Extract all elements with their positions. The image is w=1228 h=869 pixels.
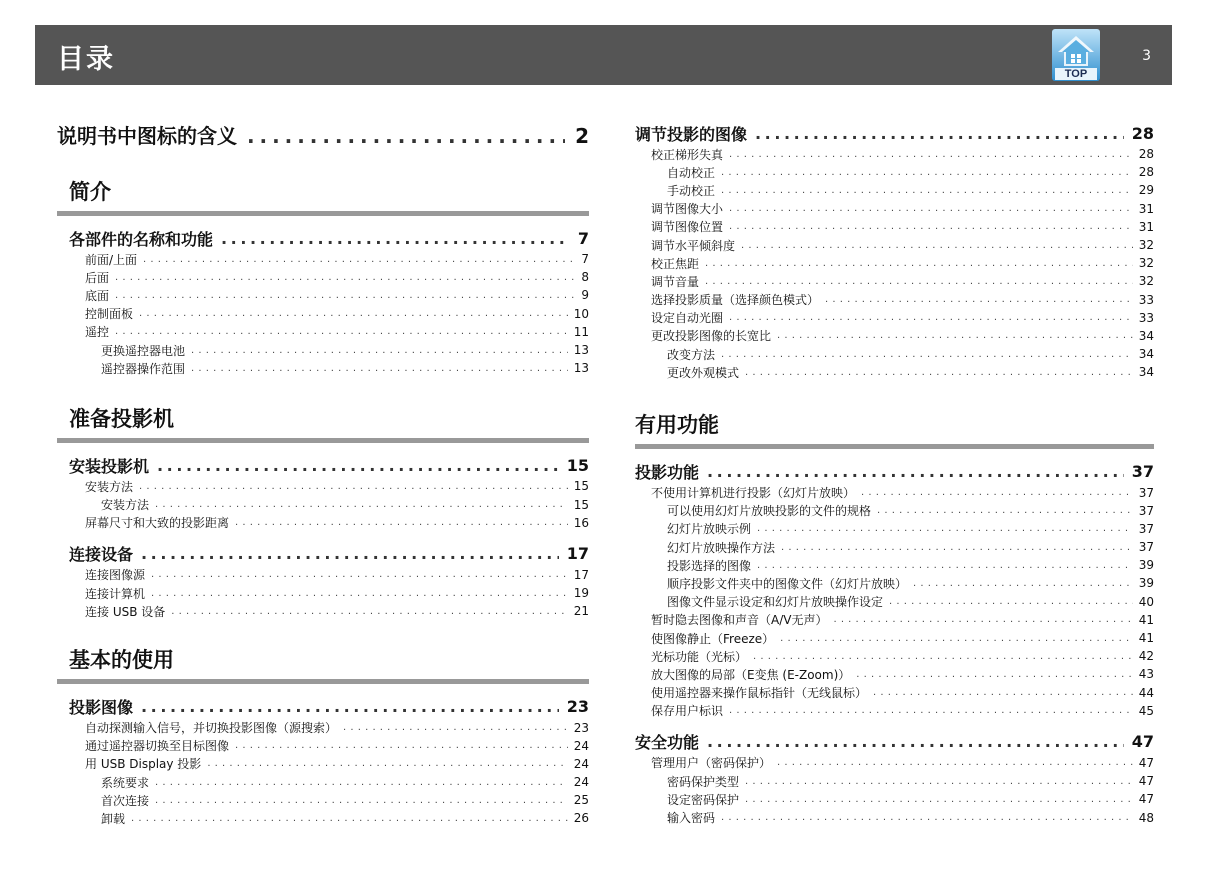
entry-page: 15 — [573, 497, 589, 512]
toc-entry[interactable] — [69, 737, 589, 755]
entry-page: 39 — [1138, 558, 1154, 573]
entry-page: 32 — [1138, 274, 1154, 289]
entry-page: 37 — [1138, 521, 1154, 536]
section-heading: 准备投影机 — [57, 403, 589, 443]
dot-leader — [781, 542, 1133, 553]
toc-entry[interactable] — [69, 791, 589, 809]
toc-right-column — [635, 120, 1154, 827]
entry-page: 31 — [1138, 219, 1154, 234]
dot-leader — [873, 687, 1133, 698]
entry-page: 47 — [1138, 755, 1154, 770]
entry-page: 17 — [573, 567, 589, 582]
entry-label: 调节水平倾斜度 — [651, 238, 736, 253]
toc-entry[interactable] — [69, 286, 589, 304]
toc-entry[interactable] — [69, 514, 589, 532]
entry-label: 安装投影机 — [69, 456, 150, 476]
entry-page: 34 — [1138, 347, 1154, 362]
dot-leader — [721, 349, 1133, 360]
page-number: 3 — [1142, 48, 1151, 64]
dot-leader — [707, 462, 1124, 481]
dot-leader — [141, 544, 559, 563]
toc-entry[interactable] — [69, 341, 589, 359]
toc-group-heading[interactable] — [69, 226, 589, 250]
entry-label: 改变方法 — [667, 347, 716, 362]
entry-label: 暂时隐去图像和声音（A/V无声） — [651, 613, 828, 628]
toc-entry[interactable] — [635, 574, 1154, 592]
page-title: 目录 — [57, 44, 115, 75]
entry-label: 调节图像大小 — [651, 202, 724, 217]
toc-entry[interactable] — [69, 305, 589, 323]
dot-leader — [777, 757, 1133, 768]
entry-label: 说明书中图标的含义 — [57, 124, 237, 148]
entry-page: 25 — [573, 793, 589, 808]
toc-entry[interactable] — [69, 773, 589, 791]
toc-entry[interactable] — [635, 772, 1154, 790]
entry-label: 用 USB Display 投影 — [85, 757, 202, 772]
dot-leader — [157, 456, 559, 475]
dot-leader — [729, 149, 1133, 160]
toc-entry[interactable] — [635, 145, 1154, 163]
entry-page: 34 — [1138, 365, 1154, 380]
page-header — [35, 25, 1172, 85]
entry-page: 24 — [573, 775, 589, 790]
dot-leader — [721, 167, 1133, 178]
dot-leader — [753, 651, 1133, 662]
entry-page: 43 — [1138, 667, 1154, 682]
entry-page: 8 — [581, 270, 589, 285]
dot-leader — [171, 606, 567, 617]
toc-entry[interactable] — [635, 502, 1154, 520]
dot-leader — [191, 363, 568, 374]
entry-page: 15 — [573, 479, 589, 494]
entry-page: 47 — [1131, 732, 1154, 752]
entry-label: 屏幕尺寸和大致的投影距离 — [85, 516, 230, 531]
entry-page: 9 — [581, 288, 589, 303]
toc-entry[interactable] — [635, 538, 1154, 556]
dot-leader — [729, 203, 1133, 214]
dot-leader — [729, 221, 1133, 232]
dot-leader — [705, 258, 1133, 269]
dot-leader — [143, 254, 575, 265]
entry-label: 密码保护类型 — [667, 774, 740, 789]
toc-entry[interactable] — [635, 163, 1154, 181]
entry-label: 保存用户标识 — [651, 704, 724, 719]
entry-label: 幻灯片放映示例 — [667, 522, 752, 537]
entry-page: 24 — [573, 756, 589, 771]
toc-left-column — [57, 120, 589, 828]
dot-leader — [155, 795, 568, 806]
entry-page: 32 — [1138, 256, 1154, 271]
entry-page: 44 — [1138, 685, 1154, 700]
entry-label: 首次连接 — [101, 793, 150, 808]
toc-group-heading[interactable] — [635, 459, 1154, 483]
entry-label: 设定密码保护 — [667, 792, 740, 807]
dot-leader — [141, 697, 559, 716]
toc-entry[interactable] — [635, 254, 1154, 272]
toc-entry[interactable] — [635, 808, 1154, 826]
dot-leader — [343, 722, 568, 733]
entry-page: 39 — [1138, 576, 1154, 591]
entry-label: 校正焦距 — [651, 256, 700, 271]
entry-page: 33 — [1138, 310, 1154, 325]
toc-entry[interactable] — [635, 272, 1154, 290]
toc-group-heading[interactable] — [69, 453, 589, 477]
entry-label: 顺序投影文件夹中的图像文件（幻灯片放映） — [667, 576, 908, 591]
entry-page: 26 — [573, 811, 589, 826]
entry-page: 16 — [573, 515, 589, 530]
toc-entry[interactable] — [635, 236, 1154, 254]
entry-page: 10 — [573, 306, 589, 321]
entry-label: 遥控 — [85, 325, 110, 340]
entry-page: 47 — [1138, 774, 1154, 789]
toc-entry[interactable] — [635, 556, 1154, 574]
dot-leader — [861, 487, 1133, 498]
entry-label: 图像文件显示设定和幻灯片放映操作设定 — [667, 595, 884, 610]
dot-leader — [707, 732, 1124, 751]
dot-leader — [745, 794, 1133, 805]
entry-page: 15 — [566, 455, 589, 475]
dot-leader — [833, 614, 1132, 625]
toc-entry[interactable] — [635, 647, 1154, 665]
toc-entry[interactable] — [69, 718, 589, 736]
entry-page: 37 — [1138, 503, 1154, 518]
toc-entry[interactable] — [69, 250, 589, 268]
toc-entry[interactable] — [69, 496, 589, 514]
dot-leader — [155, 777, 568, 788]
entry-label: 使图像静止（Freeze） — [651, 631, 775, 646]
toc-entry[interactable] — [635, 790, 1154, 808]
dot-leader — [151, 588, 568, 599]
toc-entry[interactable] — [635, 593, 1154, 611]
entry-page: 41 — [1138, 631, 1154, 646]
entry-page: 28 — [1131, 123, 1154, 143]
dot-leader — [755, 124, 1124, 143]
entry-label: 调节音量 — [651, 274, 700, 289]
entry-label: 投影图像 — [69, 697, 134, 717]
entry-page: 23 — [573, 720, 589, 735]
entry-page: 19 — [573, 586, 589, 601]
entry-page: 2 — [575, 124, 589, 148]
entry-label: 自动校正 — [667, 165, 716, 180]
toc-entry[interactable] — [635, 345, 1154, 363]
dot-leader — [131, 813, 568, 824]
toc-entry[interactable] — [635, 200, 1154, 218]
dot-leader — [777, 330, 1133, 341]
dot-leader — [913, 578, 1133, 589]
entry-label: 选择投影质量（选择颜色模式） — [651, 293, 820, 308]
toc-entry[interactable] — [69, 755, 589, 773]
toc-entry[interactable] — [635, 309, 1154, 327]
entry-label: 设定自动光圈 — [651, 311, 724, 326]
dot-leader — [139, 481, 568, 492]
entry-page: 13 — [573, 343, 589, 358]
entry-page: 28 — [1138, 165, 1154, 180]
toc-entry[interactable] — [635, 327, 1154, 345]
toc-group-heading[interactable] — [69, 694, 589, 718]
section-heading: 有用功能 — [635, 409, 1154, 449]
entry-page: 37 — [1131, 461, 1154, 481]
toc-group-heading[interactable] — [635, 730, 1154, 754]
dot-leader — [877, 505, 1133, 516]
dot-leader — [191, 345, 568, 356]
dot-leader — [757, 560, 1133, 571]
toc-entry[interactable] — [635, 181, 1154, 199]
entry-label: 使用遥控器来操作鼠标指针（无线鼠标） — [651, 686, 868, 701]
dot-leader — [729, 705, 1133, 716]
entry-label: 幻灯片放映操作方法 — [667, 540, 776, 555]
entry-page: 37 — [1138, 540, 1154, 555]
entry-label: 投影功能 — [635, 462, 700, 482]
dot-leader — [235, 740, 568, 751]
dot-leader — [729, 312, 1133, 323]
toc-entry[interactable] — [635, 611, 1154, 629]
entry-page: 42 — [1138, 649, 1154, 664]
entry-label: 安装方法 — [85, 479, 134, 494]
toc-entry[interactable] — [635, 702, 1154, 720]
entry-page: 7 — [581, 252, 589, 267]
entry-page: 48 — [1138, 810, 1154, 825]
entry-page: 24 — [573, 738, 589, 753]
entry-page: 21 — [573, 604, 589, 619]
top-label: TOP — [1064, 68, 1088, 80]
toc-entry[interactable] — [635, 363, 1154, 381]
entry-page: 47 — [1138, 792, 1154, 807]
dot-leader — [745, 776, 1133, 787]
entry-page: 11 — [573, 324, 589, 339]
entry-label: 各部件的名称和功能 — [69, 229, 214, 249]
entry-label: 卸载 — [101, 811, 126, 826]
entry-page: 29 — [1138, 183, 1154, 198]
toc-entry[interactable] — [69, 584, 589, 602]
entry-label: 管理用户（密码保护） — [651, 756, 772, 771]
toc-group-heading[interactable] — [69, 542, 589, 566]
entry-label: 可以使用幻灯片放映投影的文件的规格 — [667, 504, 872, 519]
entry-label: 输入密码 — [667, 811, 716, 826]
entry-label: 不使用计算机进行投影（幻灯片放映） — [651, 486, 856, 501]
entry-page: 41 — [1138, 612, 1154, 627]
entry-label: 系统要求 — [101, 775, 150, 790]
entry-label: 自动探测输入信号，并切换投影图像（源搜索） — [85, 721, 338, 736]
toc-entry[interactable] — [635, 218, 1154, 236]
dot-leader — [115, 290, 575, 301]
entry-page: 33 — [1138, 292, 1154, 307]
toc-entry[interactable] — [69, 359, 589, 377]
dot-leader — [745, 367, 1133, 378]
entry-label: 连接图像源 — [85, 568, 146, 583]
toc-entry[interactable] — [635, 483, 1154, 501]
entry-label: 调节投影的图像 — [635, 124, 748, 144]
dot-leader — [207, 758, 567, 769]
dot-leader — [221, 229, 570, 248]
entry-label: 更改外观模式 — [667, 365, 740, 380]
dot-leader — [889, 596, 1133, 607]
entry-label: 投影选择的图像 — [667, 558, 752, 573]
dot-leader — [155, 499, 568, 510]
entry-page: 17 — [566, 544, 589, 564]
entry-label: 安全功能 — [635, 733, 700, 753]
entry-label: 更换遥控器电池 — [101, 343, 186, 358]
toc-entry[interactable] — [635, 291, 1154, 309]
entry-label: 通过遥控器切换至目标图像 — [85, 739, 230, 754]
entry-label: 光标功能（光标） — [651, 649, 748, 664]
toc-entry[interactable] — [635, 684, 1154, 702]
entry-label: 手动校正 — [667, 183, 716, 198]
dot-leader — [247, 124, 565, 148]
dot-leader — [780, 633, 1133, 644]
entry-label: 连接计算机 — [85, 586, 146, 601]
toc-entry[interactable] — [69, 323, 589, 341]
toc-entry[interactable] — [69, 602, 589, 620]
dot-leader — [139, 308, 568, 319]
entry-page: 45 — [1138, 703, 1154, 718]
entry-label: 连接设备 — [69, 545, 134, 565]
entry-label: 前面/上面 — [85, 252, 138, 267]
dot-leader — [757, 523, 1133, 534]
dot-leader — [235, 517, 568, 528]
section-heading: 简介 — [57, 176, 589, 216]
entry-page: 23 — [566, 696, 589, 716]
dot-leader — [721, 812, 1133, 823]
entry-page: 34 — [1138, 328, 1154, 343]
dot-leader — [856, 669, 1132, 680]
entry-page: 32 — [1138, 238, 1154, 253]
toc-intro-entry[interactable] — [57, 120, 589, 150]
toc-entry[interactable] — [69, 809, 589, 827]
toc-entry[interactable] — [69, 566, 589, 584]
entry-page: 31 — [1138, 201, 1154, 216]
toc-entry[interactable] — [69, 268, 589, 286]
entry-label: 安装方法 — [101, 498, 150, 513]
entry-label: 后面 — [85, 270, 110, 285]
entry-page: 13 — [573, 361, 589, 376]
dot-leader — [721, 185, 1133, 196]
dot-leader — [151, 569, 568, 580]
toc-entry[interactable] — [635, 665, 1154, 683]
dot-leader — [115, 326, 568, 337]
dot-leader — [741, 240, 1133, 251]
toc-entry[interactable] — [635, 629, 1154, 647]
entry-label: 连接 USB 设备 — [85, 604, 166, 619]
entry-page: 7 — [577, 228, 589, 248]
entry-label: 更改投影图像的长宽比 — [651, 329, 772, 344]
entry-page: 37 — [1138, 485, 1154, 500]
dot-leader — [825, 294, 1133, 305]
entry-page: 28 — [1138, 147, 1154, 162]
top-button[interactable] — [1051, 28, 1101, 82]
toc-entry[interactable] — [69, 477, 589, 495]
toc-entry[interactable] — [635, 520, 1154, 538]
entry-label: 遥控器操作范围 — [101, 361, 186, 376]
entry-label: 调节图像位置 — [651, 220, 724, 235]
section-heading: 基本的使用 — [57, 644, 589, 684]
entry-label: 控制面板 — [85, 307, 134, 322]
entry-label: 底面 — [85, 288, 110, 303]
dot-leader — [705, 276, 1133, 287]
entry-label: 放大图像的局部（E变焦 (E-Zoom)） — [651, 667, 851, 682]
entry-page: 40 — [1138, 594, 1154, 609]
entry-label: 校正梯形失真 — [651, 147, 724, 162]
dot-leader — [115, 272, 575, 283]
toc-entry[interactable] — [635, 754, 1154, 772]
toc-group-heading[interactable] — [635, 121, 1154, 145]
